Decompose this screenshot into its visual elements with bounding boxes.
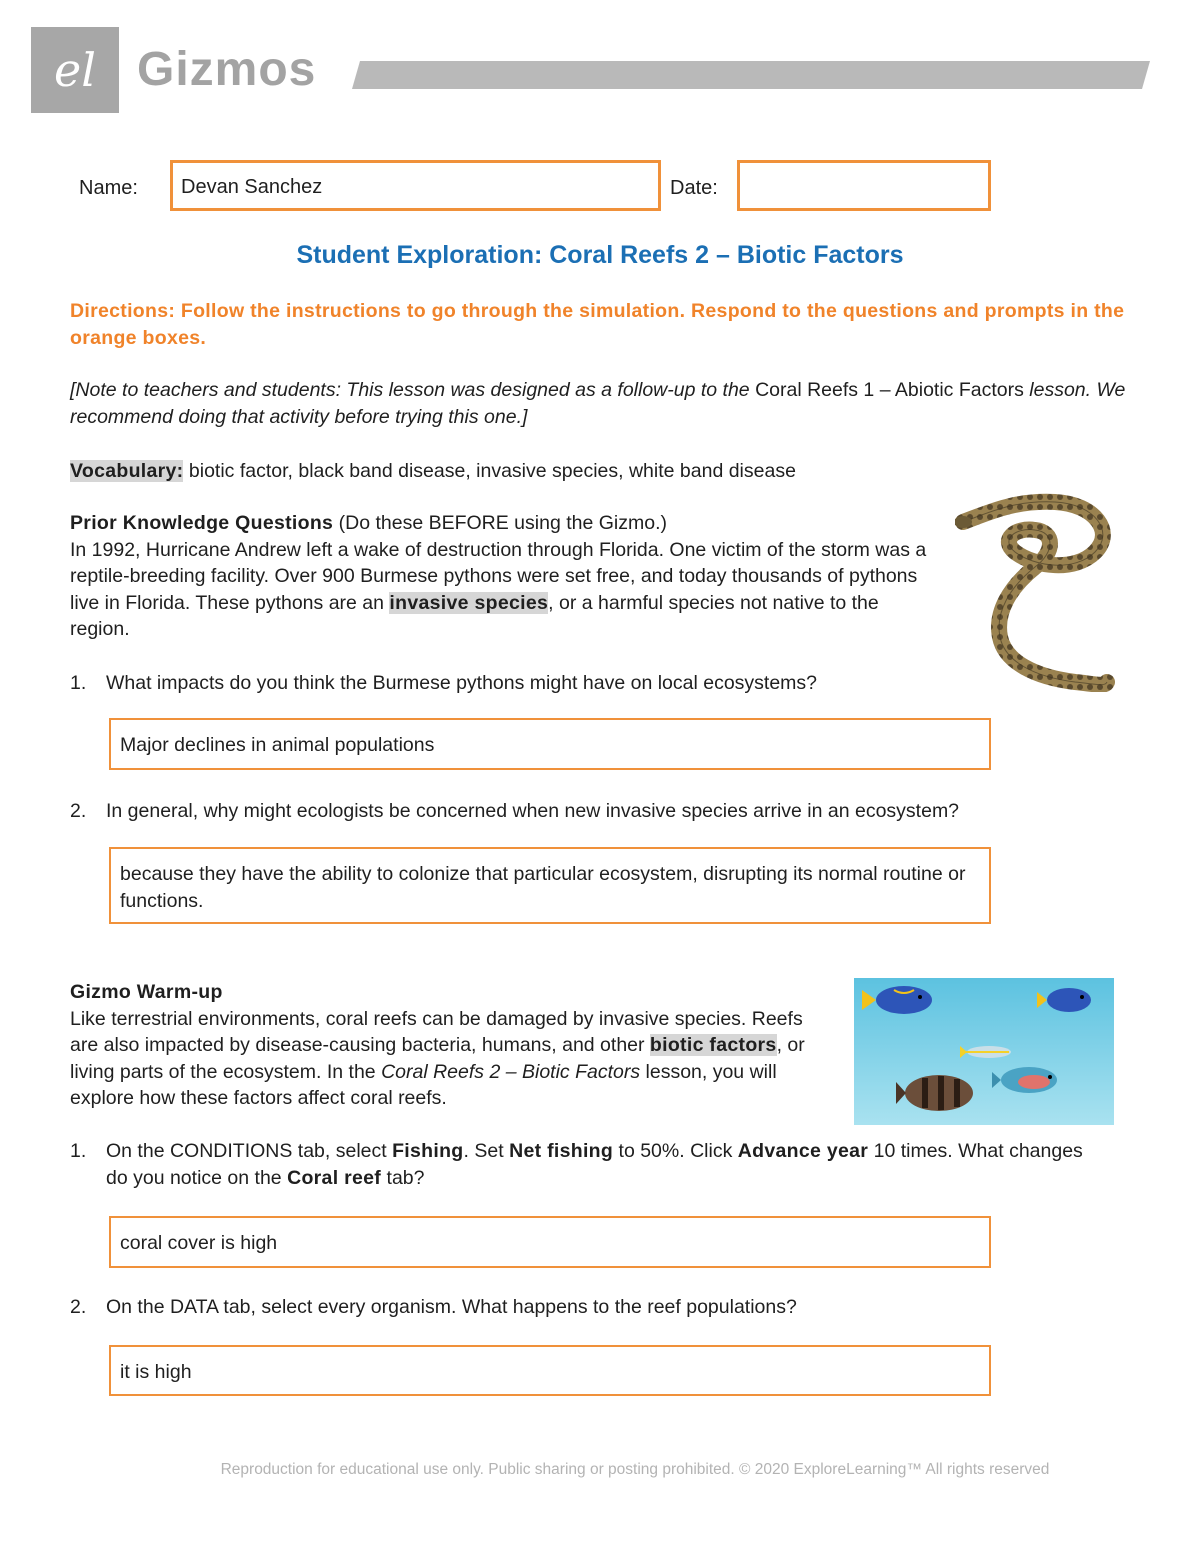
prior-knowledge-para-a: In 1992, Hurricane Andrew left a wake of destruction through Florida. One victim of the storm was a reptile-breeding facility. Over 900 Burmese pythons were set free, and today thousands of pythons live in Florida. These pythons are an bbox=[70, 538, 927, 614]
wu-q1-part-d: 10 times. What changes do you notice on the bbox=[106, 1140, 1083, 1189]
prior-knowledge-section bbox=[70, 510, 950, 643]
wu-q1-coral-reef: Coral reef bbox=[287, 1166, 382, 1189]
directions: Directions: Follow the instructions to go through the simulation. Respond to the questions and prompts in the orange boxes. bbox=[70, 300, 1125, 349]
pk-q2-text: In general, why might ecologists be concerned when new invasive species arrive in an ecosystem? bbox=[106, 800, 960, 822]
date-label: Date: bbox=[670, 177, 718, 199]
pk-q1-text: What impacts do you think the Burmese pythons might have on local ecosystems? bbox=[106, 672, 818, 694]
warmup-section bbox=[70, 979, 805, 1112]
wu-q1-fishing: Fishing bbox=[392, 1140, 464, 1162]
wu-q2-answer-box[interactable]: it is high bbox=[109, 1345, 991, 1396]
warmup-heading: Gizmo Warm-up bbox=[70, 981, 223, 1003]
wu-q1-part-a: On the CONDITIONS tab, select bbox=[106, 1140, 393, 1162]
wu-q1-part-e: tab? bbox=[381, 1166, 425, 1189]
wu-q1-part-b: . Set bbox=[463, 1140, 510, 1162]
page-title: Student Exploration: Coral Reefs 2 – Biotic Factors bbox=[296, 241, 904, 269]
pk-q2-answer-box[interactable]: because they have the ability to colonize that particular ecosystem, disrupting its normal routine or functions. bbox=[109, 847, 991, 924]
prior-knowledge-note: (Do these BEFORE using the Gizmo.) bbox=[333, 512, 667, 534]
warmup-para-b: , or living parts of the ecosystem. In the bbox=[70, 1034, 805, 1083]
invasive-species-term: invasive species bbox=[389, 591, 549, 614]
note-text-b: lesson. We recommend doing that activity before trying this one.] bbox=[70, 379, 1126, 428]
prior-knowledge-para-b: , or a harmful species not native to the region. bbox=[70, 591, 879, 640]
note-text-a: [Note to teachers and students: This lesson was designed as a follow-up to the bbox=[70, 379, 756, 401]
burmese-python-image bbox=[955, 492, 1115, 692]
pk-q2-number: 2. bbox=[70, 800, 87, 822]
wu-q1-part-c: to 50%. Click bbox=[613, 1140, 738, 1162]
wu-q2-text: On the DATA tab, select every organism. What happens to the reef populations? bbox=[106, 1296, 797, 1318]
note-lesson-link: Coral Reefs 1 – Abiotic Factors bbox=[755, 379, 1024, 401]
prior-knowledge-heading: Prior Knowledge Questions bbox=[70, 512, 334, 534]
header-bar bbox=[352, 61, 1150, 89]
vocabulary-label: Vocabulary: bbox=[70, 460, 184, 482]
footer-copyright: Reproduction for educational use only. Public sharing or posting prohibited. © 2020 ExploreLearning™ All rights reserved bbox=[220, 1461, 1050, 1478]
pk-q1-number: 1. bbox=[70, 672, 87, 694]
biotic-factors-term: biotic factors bbox=[649, 1034, 777, 1056]
warmup-para-c: lesson, you will explore how these factors affect coral reefs. bbox=[70, 1060, 777, 1109]
wu-q1-answer-box[interactable]: coral cover is high bbox=[109, 1216, 991, 1268]
wu-q1-number: 1. bbox=[70, 1140, 87, 1162]
wu-q1-advance-year: Advance year bbox=[737, 1140, 869, 1162]
gizmos-brand: Gizmos bbox=[137, 43, 317, 96]
name-field[interactable]: Devan Sanchez bbox=[170, 160, 661, 211]
date-field[interactable] bbox=[737, 160, 991, 211]
wu-q1-text bbox=[106, 1138, 1106, 1191]
wu-q2-number: 2. bbox=[70, 1296, 87, 1318]
pk-q1-answer-box[interactable]: Major declines in animal populations bbox=[109, 718, 991, 770]
explorelearning-logo-icon: el bbox=[54, 43, 96, 97]
wu-q1-net-fishing: Net fishing bbox=[509, 1140, 614, 1162]
teacher-note bbox=[70, 377, 1140, 430]
reef-fish-image bbox=[854, 978, 1114, 1125]
warmup-para-a: Like terrestrial environments, coral reefs can be damaged by invasive species. Reefs are also impacted by disease-causing bacteria, humans, and other bbox=[70, 1007, 803, 1056]
vocabulary-terms: biotic factor, black band disease, invasive species, white band disease bbox=[183, 460, 796, 482]
warmup-lesson-name: Coral Reefs 2 – Biotic Factors bbox=[381, 1060, 641, 1083]
name-label: Name: bbox=[79, 177, 138, 199]
vocabulary bbox=[70, 458, 1070, 485]
